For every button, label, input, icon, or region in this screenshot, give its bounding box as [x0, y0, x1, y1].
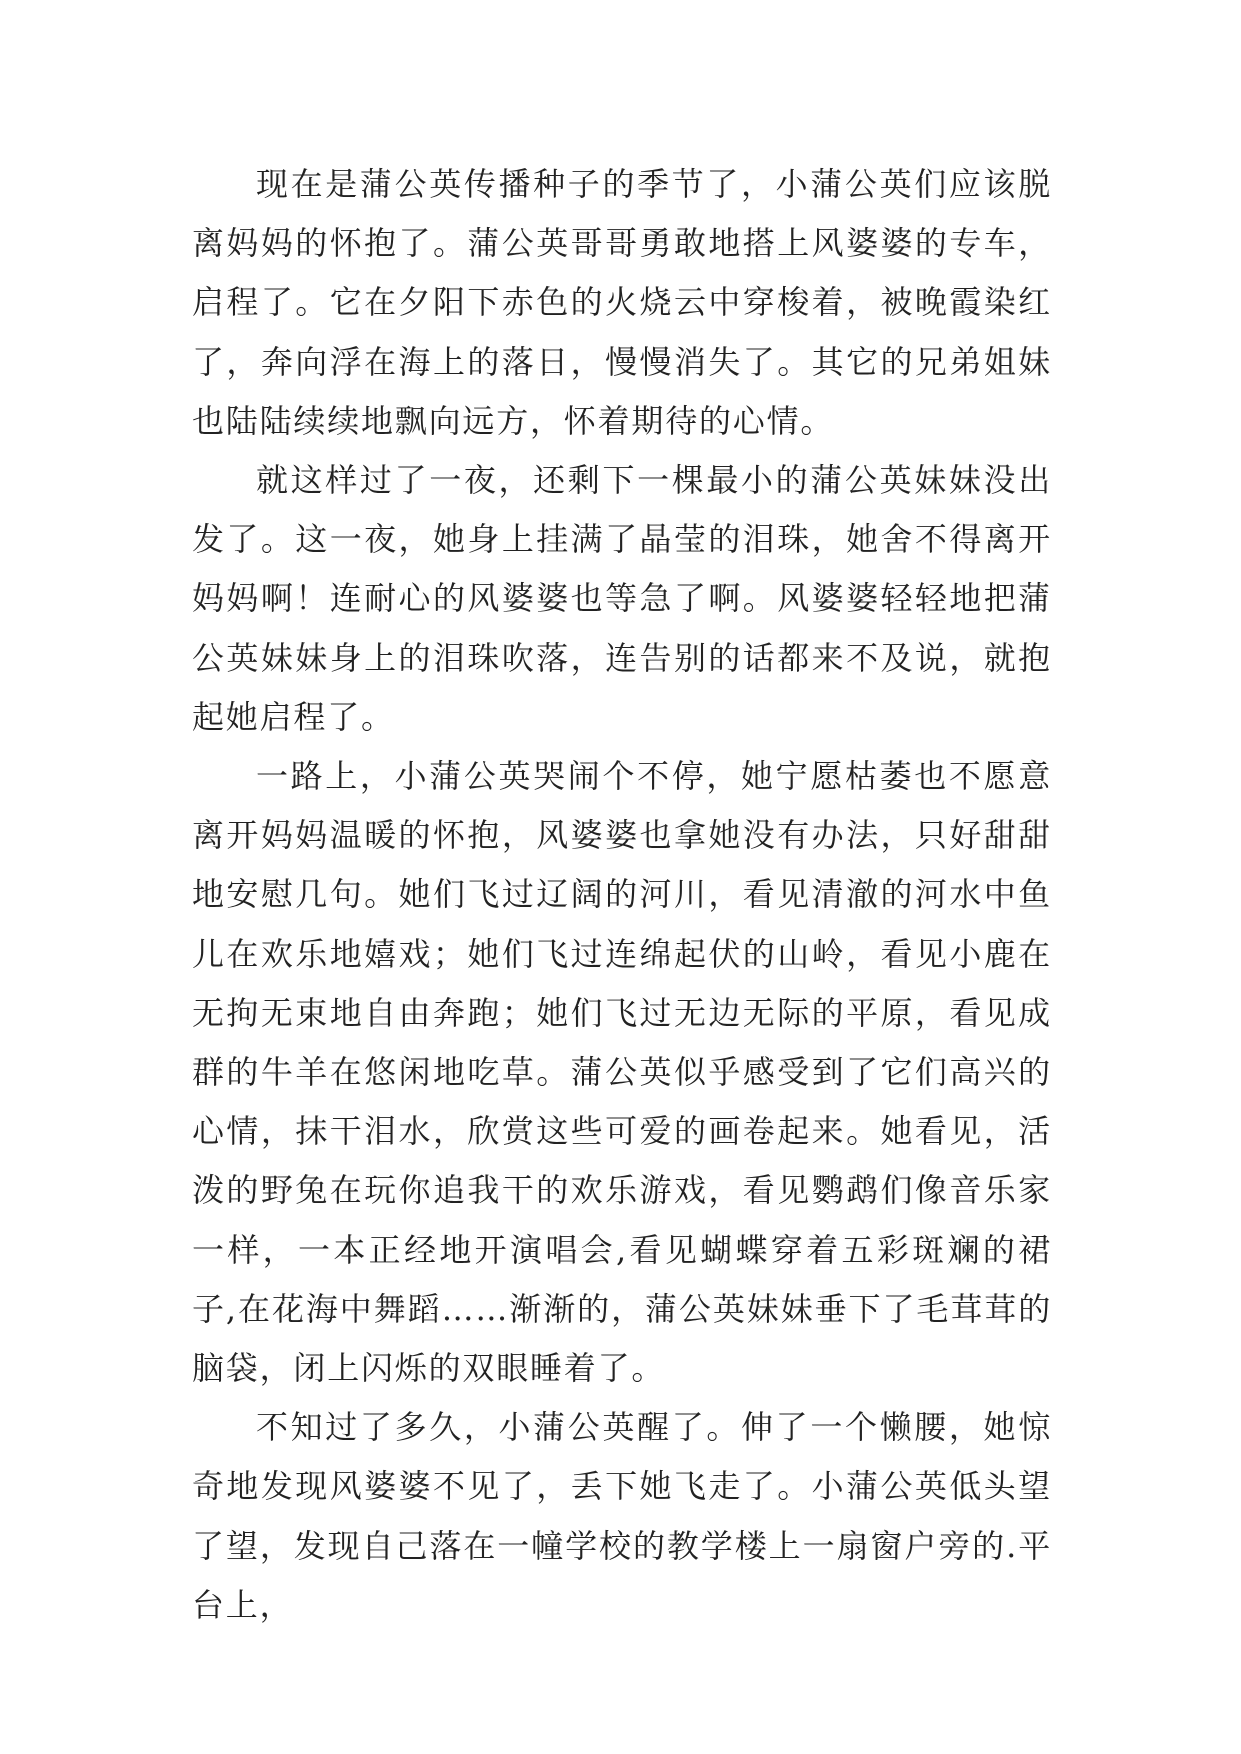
paragraph-1: 现在是蒲公英传播种子的季节了，小蒲公英们应该脱离妈妈的怀抱了。蒲公英哥哥勇敢地搭上风婆婆的专车，启程了。它在夕阳下赤色的火烧云中穿梭着，被晚霞染红了，奔向浮在海上的落日，慢慢消失了。其它的兄弟姐妹也陆陆续续地飘向远方，怀着期待的心情。: [192, 165, 1052, 440]
paragraph-4: 不知过了多久，小蒲公英醒了。伸了一个懒腰，她惊奇地发现风婆婆不见了，丢下她飞走了。小蒲公英低头望了望，发现自己落在一幢学校的教学楼上一扇窗户旁的.平台上，: [192, 1408, 1052, 1624]
paragraph-3: 一路上，小蒲公英哭闹个不停，她宁愿枯萎也不愿意离开妈妈温暖的怀抱，风婆婆也拿她没有办法，只好甜甜地安慰几句。她们飞过辽阔的河川，看见清澈的河水中鱼儿在欢乐地嬉戏；她们飞过连绵起伏的山岭，看见小鹿在无拘无束地自由奔跑；她们飞过无边无际的平原，看见成群的牛羊在悠闲地吃草。蒲公英似乎感受到了它们高兴的心情，抹干泪水，欣赏这些可爱的画卷起来。她看见，活泼的野兔在玩你追我干的欢乐游戏，看见鹦鹉们像音乐家一样，一本正经地开演唱会,看见蝴蝶穿着五彩斑斓的裙子,在花海中舞蹈……渐渐的，蒲公英妹妹垂下了毛茸茸的脑袋，闭上闪烁的双眼睡着了。: [192, 757, 1052, 1388]
paragraph-2: 就这样过了一夜，还剩下一棵最小的蒲公英妹妹没出发了。这一夜，她身上挂满了晶莹的泪珠，她舍不得离开妈妈啊！连耐心的风婆婆也等急了啊。风婆婆轻轻地把蒲公英妹妹身上的泪珠吹落，连告别的话都来不及说，就抱起她启程了。: [192, 461, 1052, 736]
document-body: [192, 155, 1052, 1635]
